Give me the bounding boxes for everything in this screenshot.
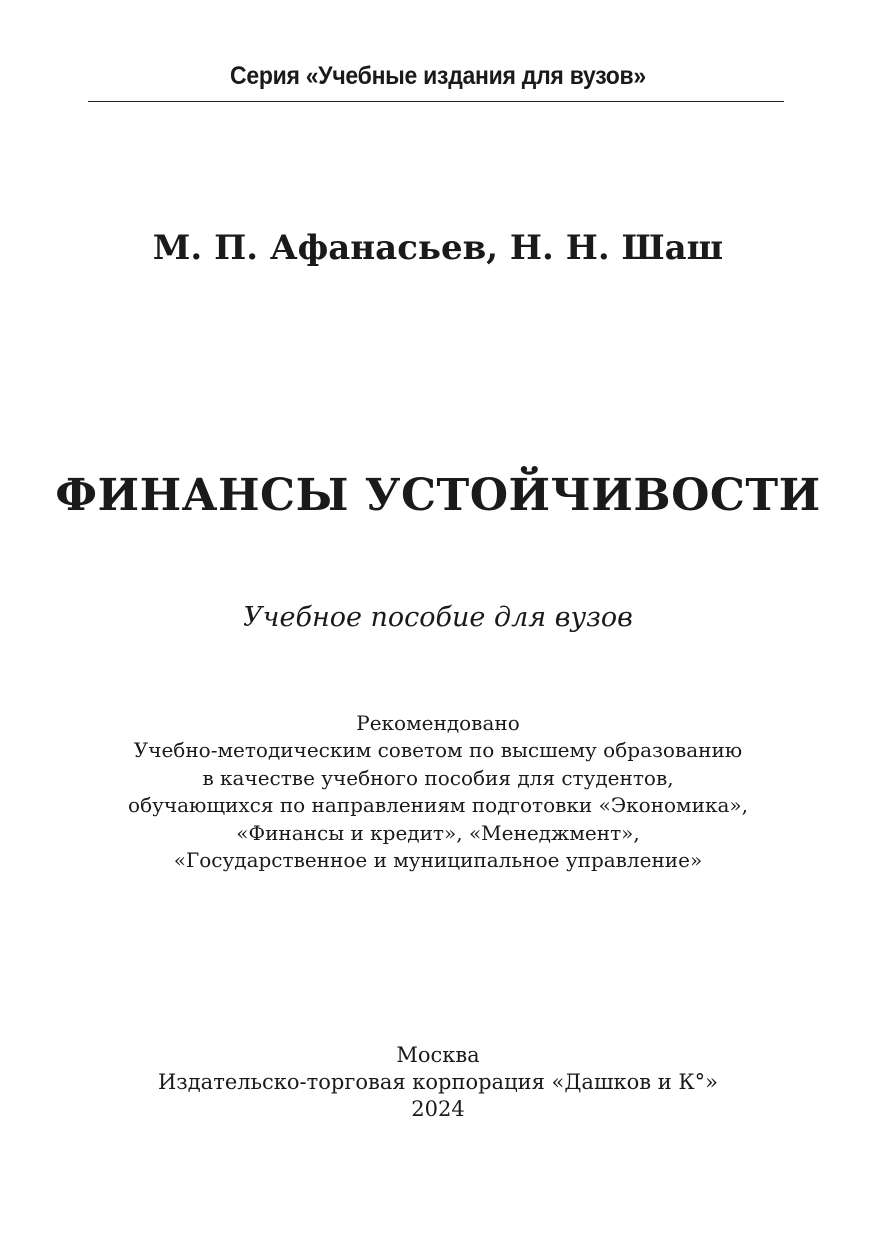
recommendation-line: «Государственное и муниципальное управление»: [173, 848, 703, 873]
book-subtitle: Учебное пособие для вузов: [243, 602, 633, 633]
recommendation-line: Рекомендовано: [356, 711, 520, 735]
authors: М. П. Афанасьев, Н. Н. Шаш: [152, 228, 724, 268]
header-divider: [88, 101, 784, 102]
imprint-year: 2024: [411, 1097, 465, 1121]
imprint-publisher: Издательско-торговая корпорация «Дашков и К°»: [157, 1070, 719, 1094]
recommendation-block: [0, 710, 876, 874]
recommendation-line: «Финансы и кредит», «Менеджмент»,: [236, 820, 640, 845]
book-title: ФИНАНСЫ УСТОЙЧИВОСТИ: [55, 470, 821, 521]
recommendation-line: в качестве учебного пособия для студентов,: [202, 765, 674, 790]
imprint-city: Москва: [396, 1043, 480, 1067]
recommendation-line: Учебно-методическим советом по высшему образованию: [133, 738, 743, 763]
imprint-block: [0, 1042, 876, 1123]
recommendation-line: обучающихся по направлениям подготовки «Экономика»,: [128, 793, 748, 818]
series-header: Серия «Учебные издания для вузов»: [230, 62, 646, 90]
